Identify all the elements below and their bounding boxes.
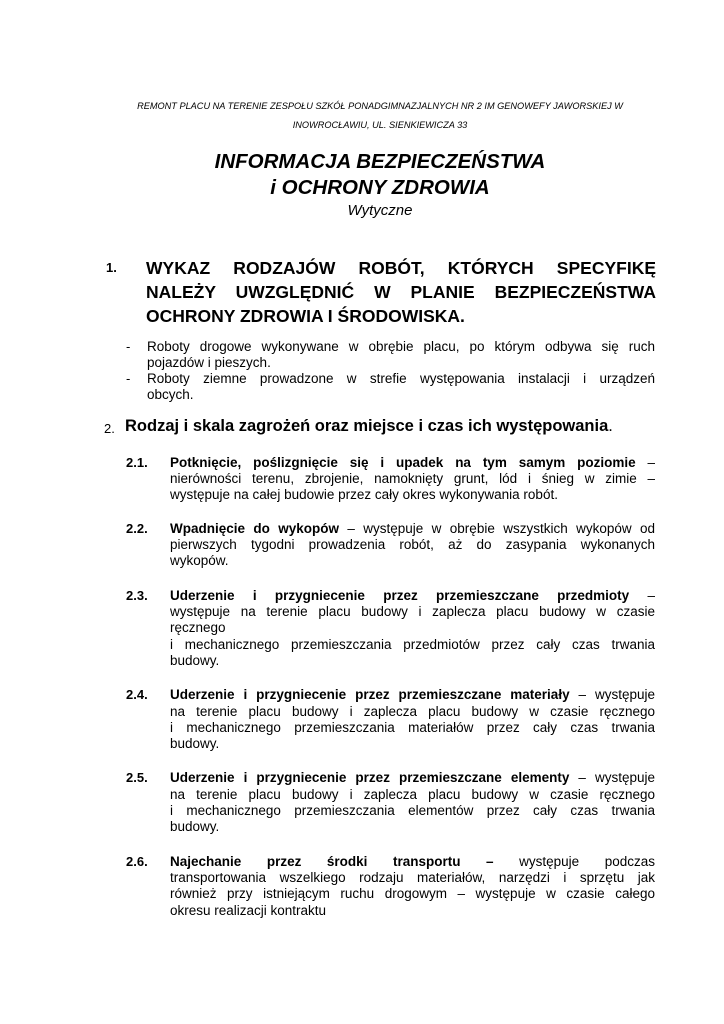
item-2-3-line-2: występuje na terenie placu budowy i zaplecza placu budowy w czasie xyxy=(170,604,655,619)
bullet-1-line-1: Roboty drogowe wykonywane w obrębie placu, po którym odbywa się ruch xyxy=(147,339,655,354)
document-title-line-1: INFORMACJA BEZPIECZEŃSTWA xyxy=(214,150,546,173)
item-2-6-line-2: transportowania wszelkiego rodzaju materiałów, narzędzi i sprzętu jak xyxy=(170,870,655,885)
bullet-marker: - xyxy=(126,371,131,386)
section-2-heading-period: . xyxy=(608,417,613,435)
item-2-4-line-1: Uderzenie i przygniecenie przez przemieszczane materiały – występuje xyxy=(170,687,655,702)
bullet-1-line-2: pojazdów i pieszych. xyxy=(147,355,271,370)
item-2-1-line-2: nierówności terenu, zbrojenie, namoknięty grunt, lód i śnieg w zimie – xyxy=(170,471,655,486)
item-2-1-line-1: Potknięcie, poślizgnięcie się i upadek na tym samym poziomie – xyxy=(170,455,655,470)
document-title-line-2: i OCHRONY ZDROWIA xyxy=(270,176,490,199)
item-2-5-line-2: na terenie placu budowy i zaplecza placu budowy w czasie ręcznego xyxy=(170,787,655,802)
section-1-number: 1. xyxy=(106,260,117,275)
item-2-3-line-3: ręcznego xyxy=(170,620,226,635)
item-2-3-line-4: i mechanicznego przemieszczania przedmiotów przez cały czas trwania xyxy=(170,637,655,652)
item-2-5-line-3: i mechanicznego przemieszczania elementów przez cały czas trwania xyxy=(170,803,655,818)
item-2-4-number: 2.4. xyxy=(126,687,148,702)
item-2-5-title: Uderzenie i przygniecenie przez przemieszczane elementy xyxy=(170,770,570,785)
item-2-4-line-4: budowy. xyxy=(170,736,220,751)
project-header-line-2: INOWROCŁAWIU, UL. SIENKIEWICZA 33 xyxy=(292,120,468,130)
item-2-4-title: Uderzenie i przygniecenie przez przemieszczane materiały xyxy=(170,687,570,702)
item-2-6-line-1: Najechanie przez środki transportu – występuje podczas xyxy=(170,854,655,869)
item-2-1-line-3: występuje na całej budowie przez cały okres wykonywania robót. xyxy=(170,487,558,502)
section-2-number: 2. xyxy=(104,421,115,436)
item-2-1-number: 2.1. xyxy=(126,455,148,470)
section-2-heading-text: Rodzaj i skala zagrożeń oraz miejsce i czas ich występowania xyxy=(125,417,609,435)
bullet-2-line-2: obcych. xyxy=(147,387,194,402)
item-2-2-line-1: Wpadnięcie do wykopów – występuje w obrębie wszystkich wykopów od xyxy=(170,521,655,536)
bullet-2-line-1: Roboty ziemne prowadzone w strefie występowania instalacji i urządzeń xyxy=(147,371,655,386)
item-2-6-line-4: okresu realizacji kontraktu xyxy=(170,903,327,918)
item-2-4-line-3: i mechanicznego przemieszczania materiałów przez cały czas trwania xyxy=(170,720,655,735)
item-2-6-line-3: również przy istniejącym ruchu drogowym – występuje w czasie całego xyxy=(170,886,655,901)
item-2-6-number: 2.6. xyxy=(126,854,148,869)
item-2-1-title: Potknięcie, poślizgnięcie się i upadek na tym samym poziomie xyxy=(170,455,636,470)
item-2-2-number: 2.2. xyxy=(126,521,148,536)
section-1-heading-line-1: WYKAZ RODZAJÓW ROBÓT, KTÓRYCH SPECYFIKĘ xyxy=(146,258,656,278)
item-2-5-number: 2.5. xyxy=(126,770,148,785)
section-1-heading-line-2: NALEŻY UWZGLĘDNIĆ W PLANIE BEZPIECZEŃSTWA xyxy=(146,282,656,302)
item-2-2-title: Wpadnięcie do wykopów xyxy=(170,521,340,536)
bullet-marker: - xyxy=(126,339,131,354)
item-2-5-line-1: Uderzenie i przygniecenie przez przemieszczane elementy – występuje xyxy=(170,770,655,785)
item-2-2-line-3: wykopów. xyxy=(170,553,229,568)
item-2-4-line-2: na terenie placu budowy i zaplecza placu budowy w czasie ręcznego xyxy=(170,704,655,719)
item-2-3-title: Uderzenie i przygniecenie przez przemieszczane przedmioty xyxy=(170,588,630,603)
item-2-2-line-2: pierwszych tygodni prowadzenia robót, aż do zasypania wykonanych xyxy=(170,537,655,552)
project-header-line-1: REMONT PLACU NA TERENIE ZESPOŁU SZKÓŁ PONADGIMNAZJALNYCH NR 2 IM GENOWEFY JAWORSKIEJ W xyxy=(137,101,623,111)
item-2-3-line-1: Uderzenie i przygniecenie przez przemieszczane przedmioty – xyxy=(170,588,655,603)
section-1-heading-line-3: OCHRONY ZDROWIA I ŚRODOWISKA. xyxy=(146,306,465,326)
item-2-3-number: 2.3. xyxy=(126,588,148,603)
section-2-heading xyxy=(125,416,613,436)
document-subtitle: Wytyczne xyxy=(347,202,413,219)
item-2-5-line-4: budowy. xyxy=(170,819,220,834)
item-2-6-title: Najechanie przez środki transportu – xyxy=(170,854,494,869)
item-2-3-line-5: budowy. xyxy=(170,653,220,668)
